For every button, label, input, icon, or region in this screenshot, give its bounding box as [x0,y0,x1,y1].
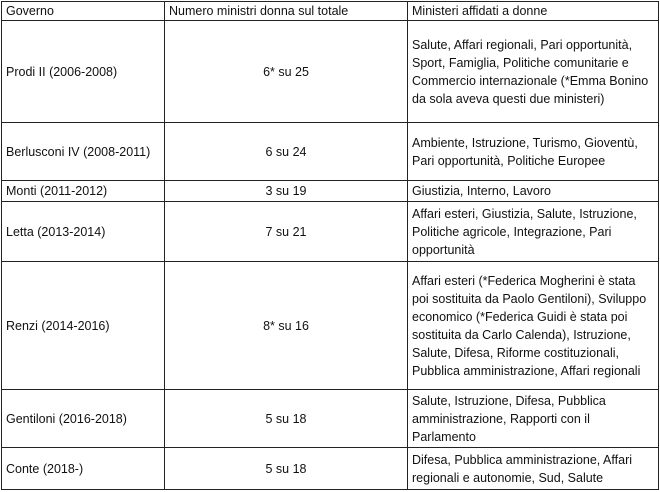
cell-numero: 6 su 24 [165,123,408,181]
cell-numero: 6* su 25 [165,21,408,123]
header-numero-ministri: Numero ministri donna sul totale [165,2,408,21]
cell-ministeri: Ambiente, Istruzione, Turismo, Gioventù, Pari opportunità, Politiche Europee [408,123,659,181]
cell-ministeri: Affari esteri (*Federica Mogherini è stata poi sostituita da Paolo Gentiloni), Sviluppo economico (*Federica Guidi è stata poi sostituita da Carlo Calenda), Istruzione, Salute, Difesa, Riforme costituzionali, Pubblica amministrazione, Affari regionali [408,262,659,390]
cell-numero: 7 su 21 [165,202,408,262]
cell-ministeri: Giustizia, Interno, Lavoro [408,181,659,202]
table-row [2,448,659,490]
cell-ministeri: Salute, Affari regionali, Pari opportunità, Sport, Famiglia, Politiche comunitarie e Commercio internazionale (*Emma Bonino da sola aveva questi due ministeri) [408,21,659,123]
ministers-table [1,1,659,490]
table-row [2,123,659,181]
table-row [2,21,659,123]
cell-numero: 5 su 18 [165,390,408,448]
cell-governo: Letta (2013-2014) [2,202,165,262]
cell-numero: 5 su 18 [165,448,408,490]
cell-ministeri: Difesa, Pubblica amministrazione, Affari regionali e autonomie, Sud, Salute [408,448,659,490]
cell-numero: 3 su 19 [165,181,408,202]
cell-ministeri: Affari esteri, Giustizia, Salute, Istruzione, Politiche agricole, Integrazione, Pari opportunità [408,202,659,262]
table-row [2,202,659,262]
cell-governo: Renzi (2014-2016) [2,262,165,390]
cell-governo: Monti (2011-2012) [2,181,165,202]
cell-governo: Berlusconi IV (2008-2011) [2,123,165,181]
table-row [2,390,659,448]
cell-ministeri: Salute, Istruzione, Difesa, Pubblica amministrazione, Rapporti con il Parlamento [408,390,659,448]
header-governo: Governo [2,2,165,21]
header-ministeri: Ministeri affidati a donne [408,2,659,21]
cell-governo: Prodi II (2006-2008) [2,21,165,123]
cell-governo: Conte (2018-) [2,448,165,490]
cell-governo: Gentiloni (2016-2018) [2,390,165,448]
table-row [2,181,659,202]
table-row [2,262,659,390]
cell-numero: 8* su 16 [165,262,408,390]
header-row [2,2,659,21]
